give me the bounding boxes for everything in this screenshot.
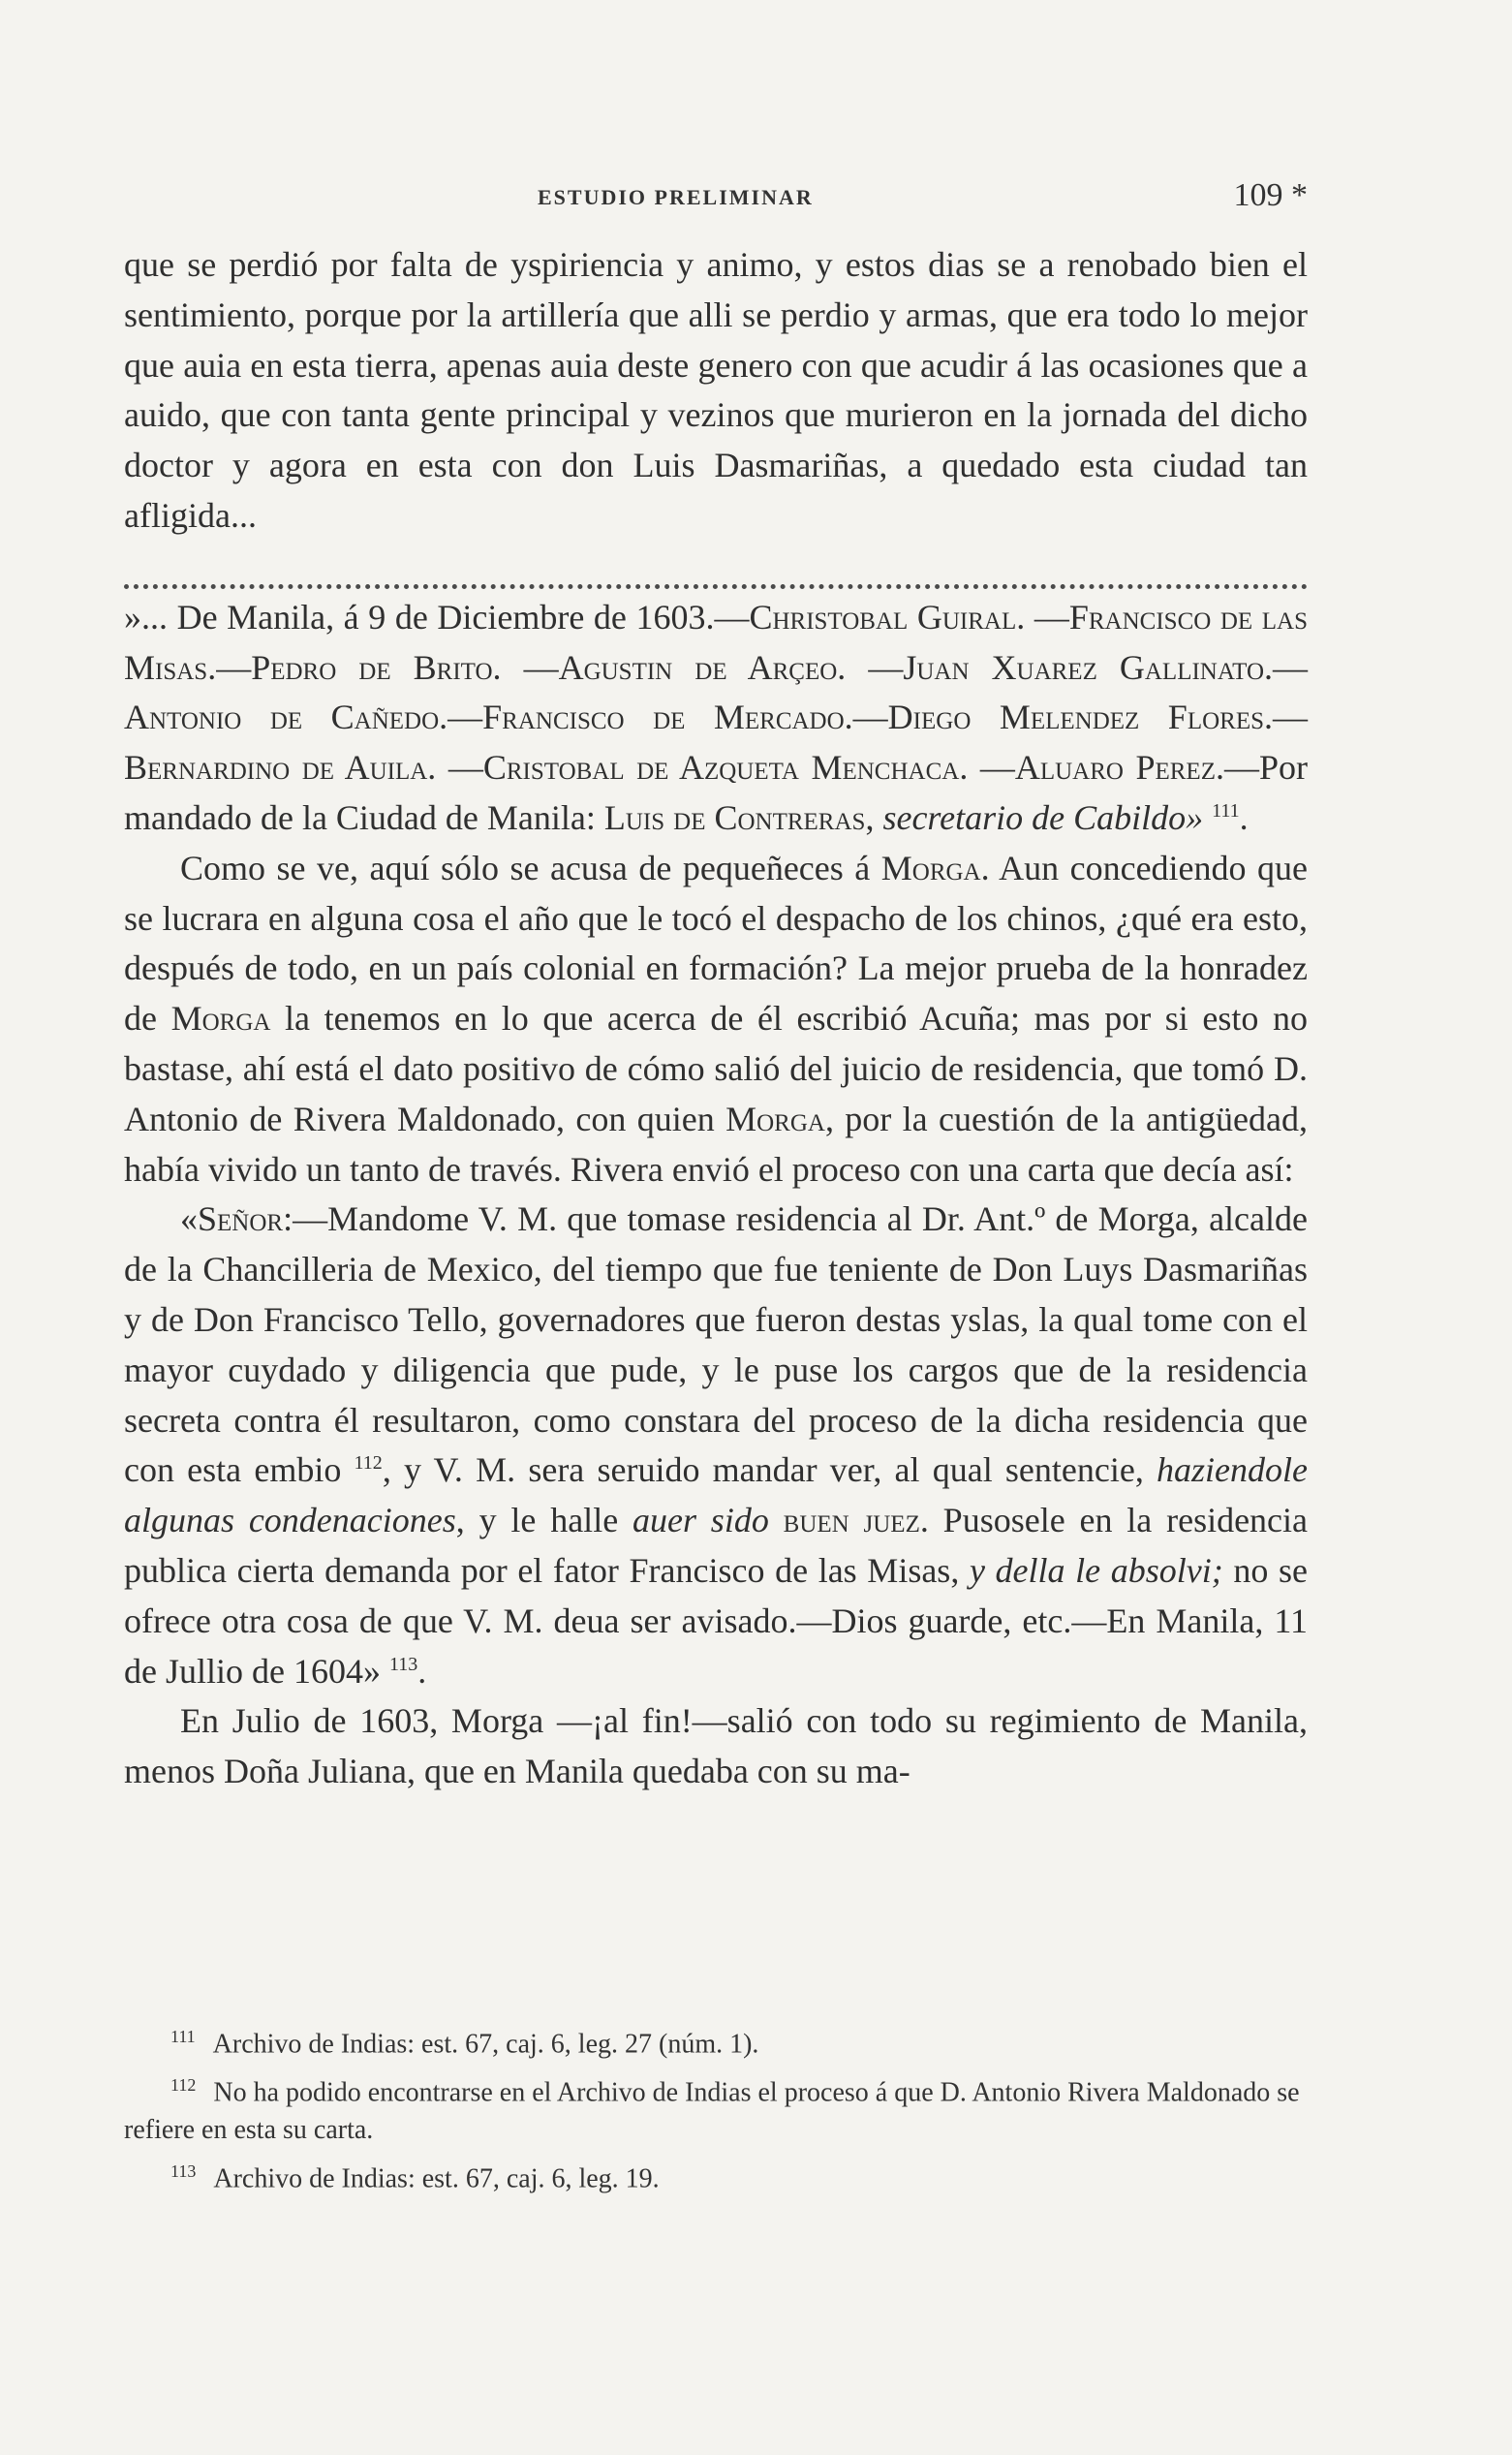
italic-phrase: y della le absolvi; <box>969 1550 1223 1590</box>
text-run: . Pusosele en la residencia publica cierta demanda por el fator Francisco de las Misas, <box>124 1501 1309 1590</box>
name-morga: Morga <box>725 1099 825 1138</box>
quote-mark: « <box>180 1199 198 1239</box>
footnote-text: No ha podido encontrarse en el Archivo de Indias el proceso á que D. Antonio Rivera Maldonado se refiere en esta su carta. <box>124 2077 1300 2145</box>
signatory-name: —Francisco de Mercado. <box>447 698 853 737</box>
text-run: . Aun concediendo que se lucrara en alguna cosa el año que le tocó el despacho de los chinos, ¿qué era esto, después de todo, en un país colonial en formación? La mejor prueba de la honradez de <box>124 848 1309 1039</box>
name-morga: Morga <box>170 999 271 1039</box>
secretary-name: Luis de Contreras, <box>603 797 875 837</box>
main-text <box>124 240 1308 1797</box>
footnote-mark: 111 <box>170 2027 196 2046</box>
text-run: , y V. M. sera seruido mandar ver, al qual sentencie, <box>382 1450 1157 1490</box>
name-morga: Morga <box>880 848 981 887</box>
period: . <box>417 1651 427 1691</box>
ellipsis-divider <box>124 547 1308 589</box>
signatory-name: —Bernardino de Auila. <box>124 698 1309 788</box>
text-run: la tenemos en lo que acerca de él escribió Acuña; mas por si esto no bastase, ahí está el dato positivo de cómo salió del juicio de residencia, que tomó D. Antonio de Rivera Maldonado, con quien <box>124 999 1308 1138</box>
footnote-ref: 112 <box>354 1452 383 1475</box>
footnote <box>124 2067 1308 2148</box>
quote-text: que se perdió por falta de yspiriencia y animo, y estos dias se a renobado bien el sentimiento, porque por la artillería que alli se perdio y armas, que era todo lo mejor que auia en esta tierra, apenas auia deste genero con que acudir á las ocasiones que a auido, que con tanta gente principal y vezinos que murieron en la jornada del dicho doctor y agora en esta con don Luis Dasmariñas, a quedado esta ciudad tan afligida... <box>124 245 1308 535</box>
salutation: Señor <box>198 1199 284 1239</box>
footnote-ref: 111 <box>1212 799 1240 822</box>
signatory-name: —Juan Xuarez Gallinato. <box>868 647 1273 687</box>
italic-phrase: haziendole algunas condenaciones <box>124 1450 1309 1540</box>
signatory-name: Christobal Guiral. <box>749 597 1026 637</box>
footnote <box>124 2153 1308 2197</box>
text-run: , y le halle <box>455 1501 633 1540</box>
text-run: no se ofrece otra cosa de que V. M. deua ser avisado.—Dios guarde, etc.—En Manila, 11 de Jullio de 1604» <box>124 1550 1309 1691</box>
small-caps-phrase: buen juez <box>768 1501 920 1540</box>
signatories-opening: »... De Manila, á 9 de Diciembre de 1603.— <box>124 597 750 637</box>
footnote-mark: 112 <box>170 2075 197 2096</box>
text-run: En Julio de 1603, Morga —¡al fin!—salió con todo su regimiento de Manila, menos Doña Juliana, que en Manila quedaba con su ma- <box>124 1701 1308 1791</box>
closing-paragraph <box>124 1696 1308 1797</box>
signatory-name: —Cristobal de Azqueta Menchaca. <box>447 748 969 788</box>
footnote-ref: 113 <box>388 1653 418 1675</box>
running-title: ESTUDIO PRELIMINAR <box>538 185 814 209</box>
text-run: Como se ve, aquí sólo se acusa de pequeñeces á <box>180 848 881 887</box>
signatory-name: —Antonio de Cañedo. <box>124 647 1308 737</box>
letter-paragraph <box>124 1195 1308 1696</box>
signatory-name: —Diego Melendez Flores. <box>852 698 1274 737</box>
text-run: :—Mandome V. M. que tomase residencia al Dr. Ant.º de Morga, alcalde de la Chancilleria de Mexico, del tiempo que fue teniente de Don Luys Dasmariñas y de Don Francisco Tello, governadores que fueron destas yslas, la qual tome con el mayor cuydado y diligencia que pude, y le puse los cargos que de la residencia secreta contra él resultaron, como constara del proceso de la dicha residencia que con esta embio <box>124 1199 1308 1490</box>
secretary-title: secretario de Cabildo» <box>882 797 1204 837</box>
signatories-paragraph <box>124 593 1308 844</box>
signatory-name: —Pedro de Brito. <box>216 647 502 687</box>
footnote-text: Archivo de Indias: est. 67, caj. 6, leg. 19. <box>213 2162 660 2193</box>
footnote-text: Archivo de Indias: est. 67, caj. 6, leg. 27 (núm. 1). <box>212 2029 759 2060</box>
running-header <box>126 177 1308 226</box>
page-number: 109 * <box>1233 177 1308 213</box>
signatory-name: —Aluaro Perez. <box>979 748 1224 788</box>
footnote <box>124 2018 1308 2063</box>
signatory-name: —Agustin de Arçeo. <box>523 647 847 687</box>
period: . <box>1239 797 1249 837</box>
commentary-paragraph <box>124 844 1308 1196</box>
footnote-mark: 113 <box>170 2160 197 2181</box>
mandate-text: —Por mandado de la Ciudad de Manila: <box>124 748 1308 837</box>
text-run: , por la cuestión de la antigüedad, había vivido un tanto de través. Rivera envió el proceso con una carta que decía así: <box>124 1099 1308 1189</box>
footnotes <box>124 2018 1308 2201</box>
quote-paragraph <box>124 240 1308 542</box>
italic-phrase: auer sido <box>633 1501 769 1540</box>
signatory-name: —Francisco de las Misas. <box>124 597 1309 687</box>
